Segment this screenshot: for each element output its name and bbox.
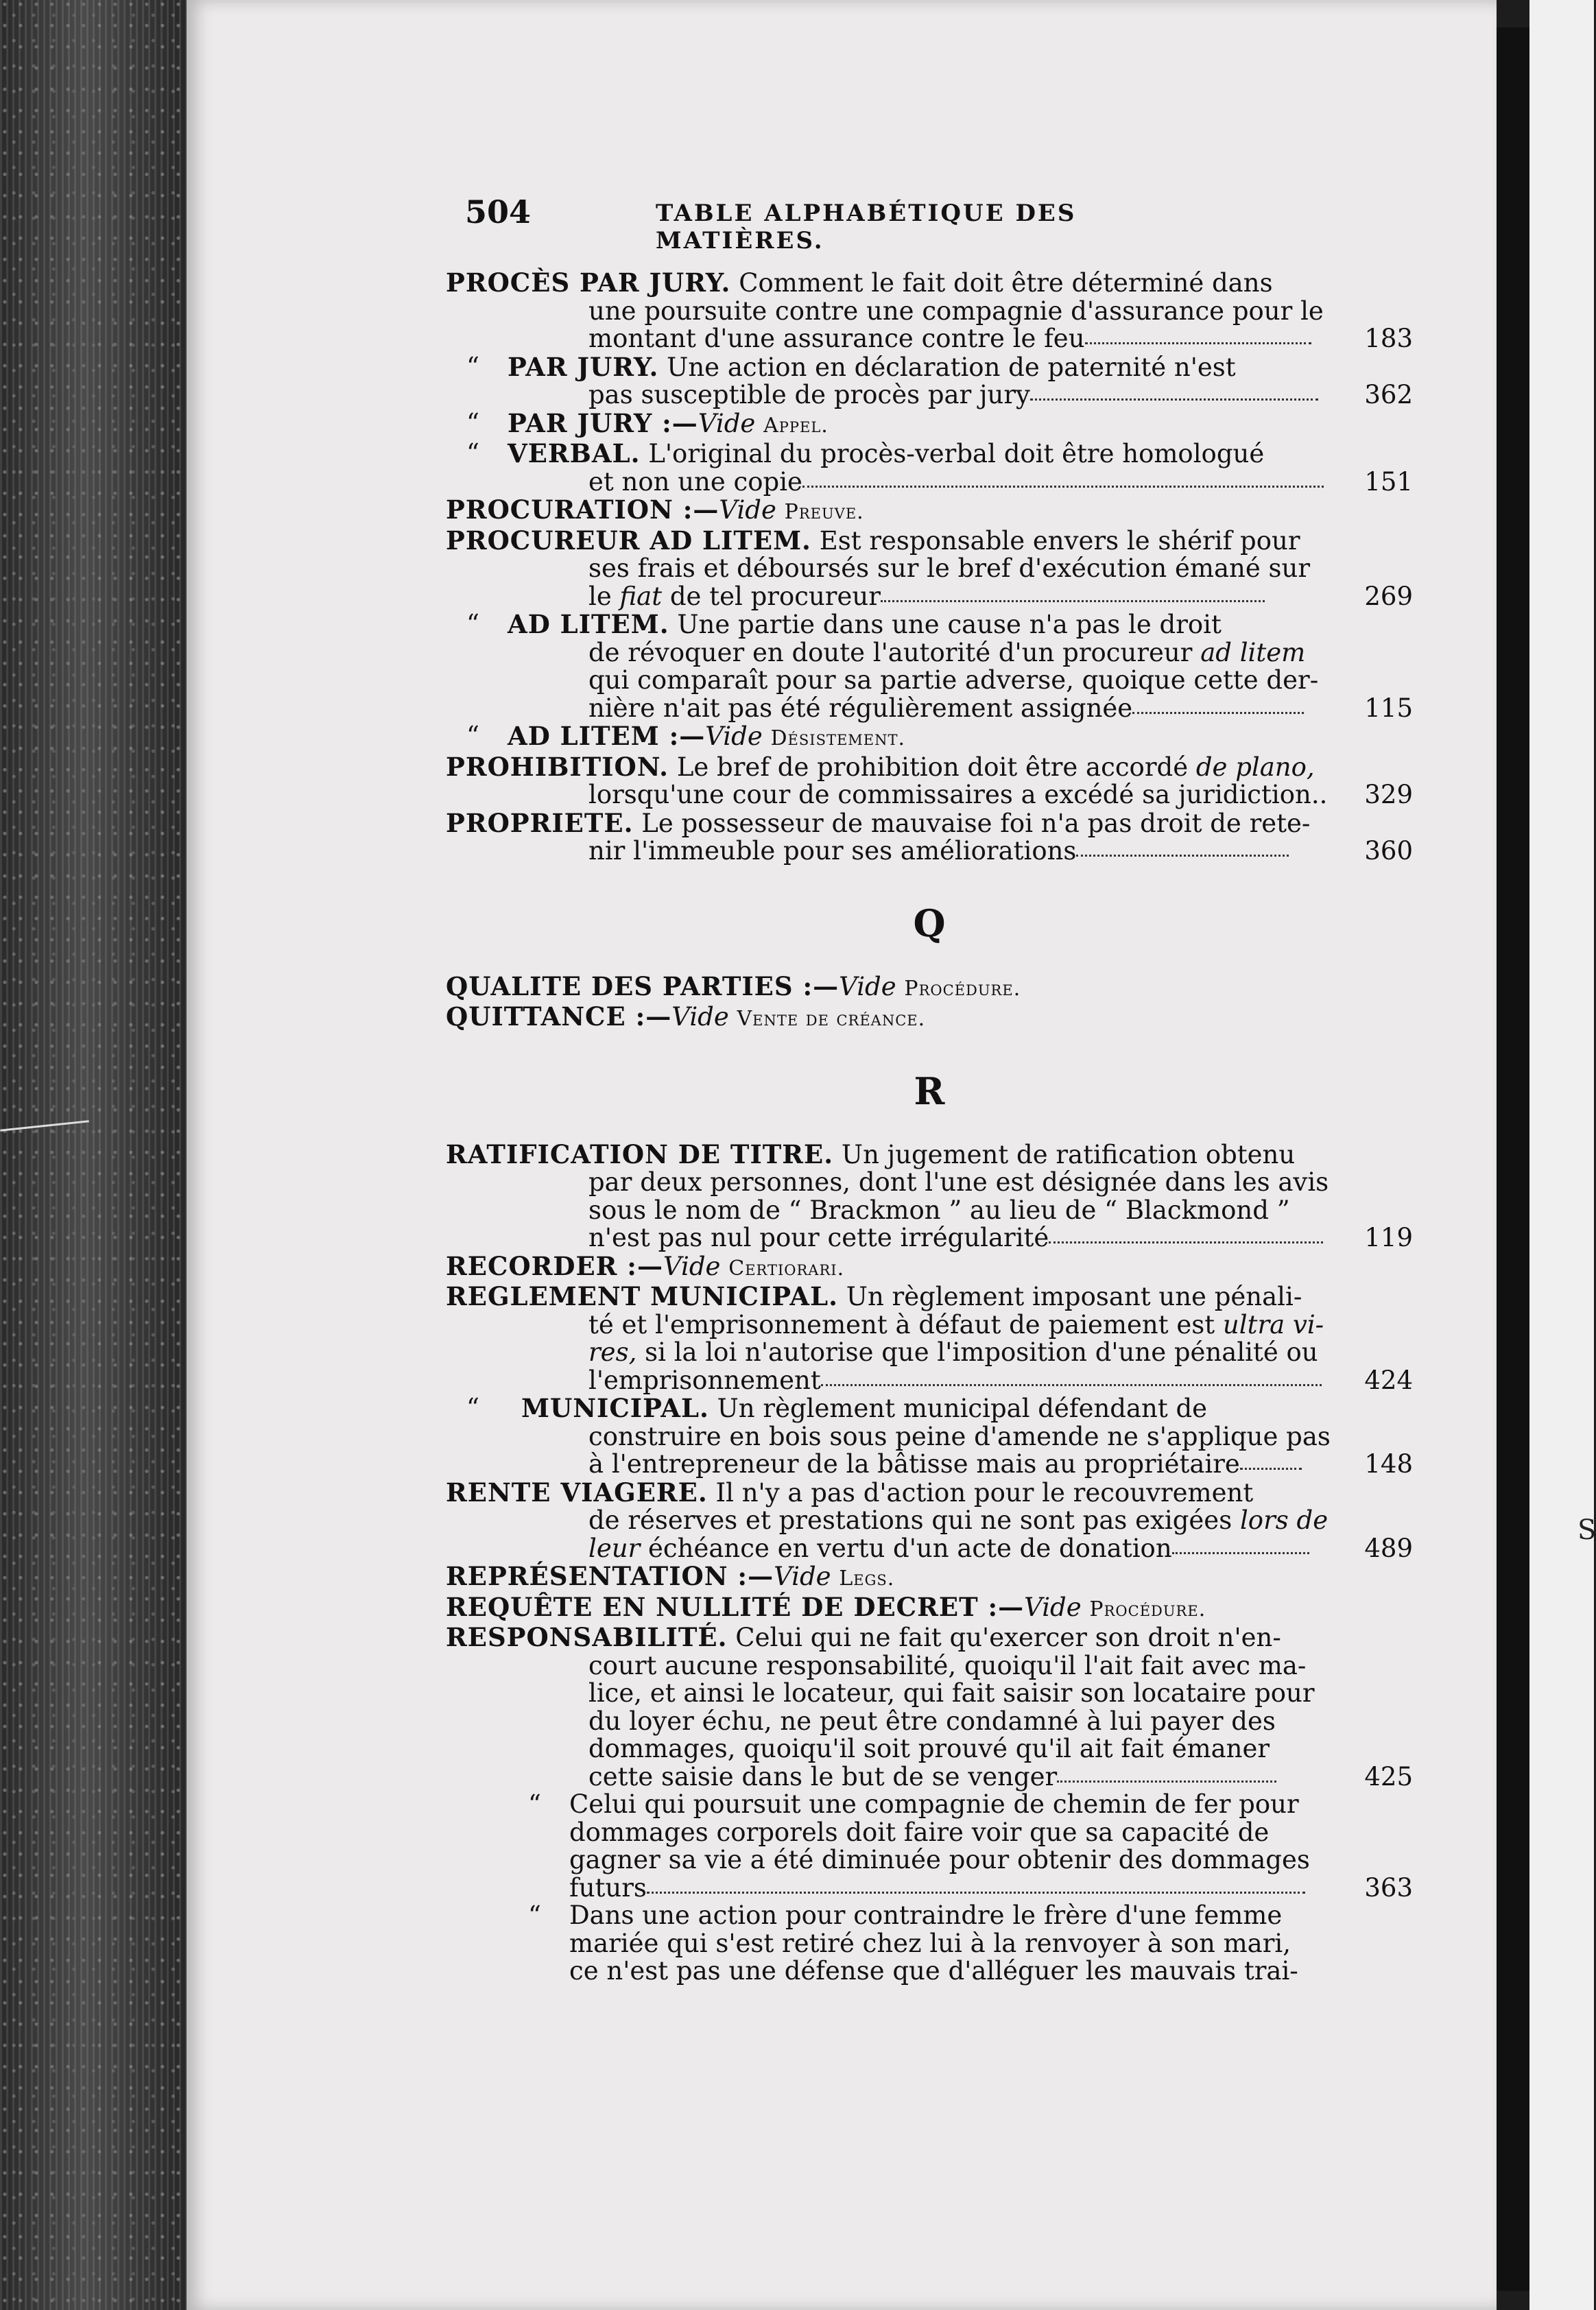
entry-text: gagner sa vie a été diminuée pour obtenir des dommages bbox=[569, 1845, 1310, 1874]
page-ref: 269 bbox=[1364, 581, 1413, 611]
entry-heading: PAR JURY :— bbox=[508, 407, 698, 438]
entry-text: ses frais et déboursés sur le bref d'exécution émané sur bbox=[588, 553, 1311, 583]
cross-ref: Preuve. bbox=[784, 500, 864, 524]
index-entry bbox=[446, 1141, 1413, 1252]
entry-text: Un règlement imposant une pénali- bbox=[846, 1282, 1302, 1311]
entry-text: Le possesseur de mauvaise foi n'a pas droit de rete- bbox=[641, 808, 1311, 838]
page-number: 504 bbox=[465, 193, 532, 230]
index-entry bbox=[446, 1252, 1413, 1283]
page-ref: 362 bbox=[1364, 380, 1413, 409]
page-ref: 148 bbox=[1364, 1449, 1413, 1479]
next-page-glyph: S bbox=[1577, 1514, 1596, 1546]
entry-text: l'emprisonnement bbox=[588, 1365, 821, 1395]
page-ref: 489 bbox=[1364, 1533, 1413, 1563]
page-ref: 360 bbox=[1364, 836, 1413, 866]
entry-text-italic: lors de bbox=[1239, 1505, 1329, 1535]
cross-ref: Certiorari. bbox=[728, 1256, 845, 1281]
running-head: TABLE ALPHABÉTIQUE DES MATIÈRES. bbox=[656, 200, 1077, 254]
index-entry bbox=[446, 1003, 1413, 1034]
vide-label: Vide bbox=[663, 1251, 721, 1281]
entry-heading: PROHIBITION. bbox=[446, 751, 669, 782]
index-entry bbox=[446, 353, 1413, 409]
vide-label: Vide bbox=[839, 971, 896, 1001]
entry-heading: PROCUREUR AD LITEM. bbox=[446, 525, 811, 556]
page-ref: 119 bbox=[1364, 1223, 1413, 1252]
entry-text-italic: fiat bbox=[619, 581, 663, 611]
index-entry bbox=[446, 496, 1413, 527]
entry-heading: REQUÊTE EN NULLITÉ DE DECRET :— bbox=[446, 1591, 1025, 1622]
page-ref: 329 bbox=[1364, 780, 1413, 809]
entry-text: échéance en vertu d'un acte de donation bbox=[648, 1533, 1172, 1563]
dot-leader bbox=[647, 1892, 1305, 1894]
page-ref: 151 bbox=[1364, 466, 1413, 497]
entry-heading: RECORDER :— bbox=[446, 1250, 663, 1281]
dot-leader bbox=[1172, 1552, 1309, 1554]
entry-heading: PROPRIETE. bbox=[446, 807, 634, 838]
index-entry bbox=[446, 722, 1413, 753]
entry-text: à l'entrepreneur de la bâtisse mais au propriétaire bbox=[588, 1449, 1240, 1479]
entry-text: dommages corporels doit faire voir que sa capacité de bbox=[569, 1817, 1270, 1847]
entry-text: et non une copie bbox=[588, 466, 802, 497]
entry-text: Un règlement municipal défendant de bbox=[717, 1394, 1208, 1423]
entry-text: sous le nom de “ Brackmon ” au lieu de “ Blackmond ” bbox=[588, 1195, 1290, 1225]
entry-text: pas susceptible de procès par jury bbox=[588, 380, 1030, 409]
page-header bbox=[465, 193, 1235, 254]
entry-text: dommages, quoiqu'il soit prouvé qu'il ait fait émaner bbox=[588, 1734, 1270, 1763]
dot-leader bbox=[1049, 1241, 1323, 1243]
entry-text: de réserves et prestations qui ne sont pas exigées bbox=[588, 1505, 1232, 1535]
dot-leader bbox=[1076, 855, 1289, 857]
cross-ref: Vente de créance. bbox=[737, 1007, 926, 1031]
ditto-mark: “ bbox=[466, 407, 479, 438]
entry-text: Une partie dans une cause n'a pas le droit bbox=[677, 610, 1222, 639]
entry-heading: RATIFICATION DE TITRE. bbox=[446, 1139, 834, 1169]
entry-heading: REPRÉSENTATION :— bbox=[446, 1561, 774, 1591]
index-entry bbox=[446, 269, 1413, 353]
entry-text: Le bref de prohibition doit être accordé bbox=[676, 752, 1189, 782]
vide-label: Vide bbox=[1024, 1592, 1082, 1622]
entry-heading: RESPONSABILITÉ. bbox=[446, 1622, 728, 1652]
page-ref: 425 bbox=[1364, 1761, 1413, 1791]
ditto-mark: “ bbox=[528, 1789, 541, 1819]
index-entry bbox=[446, 1593, 1413, 1624]
dot-leader bbox=[1240, 1468, 1302, 1470]
ditto-mark: “ bbox=[466, 1393, 479, 1422]
next-page-edge bbox=[1529, 0, 1594, 2310]
entry-text: de révoquer en doute l'autorité d'un procureur bbox=[588, 637, 1193, 667]
entry-text: L'original du procès-verbal doit être homologué bbox=[648, 439, 1265, 468]
entry-heading: VERBAL. bbox=[508, 438, 641, 468]
entry-heading: AD LITEM. bbox=[508, 609, 669, 639]
gutter-shadow bbox=[1497, 27, 1529, 2291]
entry-text: Celui qui ne fait qu'exercer son droit n'en- bbox=[735, 1623, 1281, 1652]
dot-leader bbox=[1132, 712, 1304, 714]
cross-ref: Legs. bbox=[839, 1567, 895, 1591]
page-ref: 115 bbox=[1364, 693, 1413, 723]
entry-heading: RENTE VIAGERE. bbox=[446, 1477, 708, 1508]
ditto-mark: “ bbox=[466, 721, 479, 750]
entry-text: Celui qui poursuit une compagnie de chemin de fer pour bbox=[569, 1789, 1299, 1819]
cross-ref: Procédure. bbox=[1089, 1597, 1206, 1621]
entry-text: cette saisie dans le but de se venger bbox=[588, 1761, 1058, 1791]
vide-label: Vide bbox=[719, 495, 776, 525]
entry-text: par deux personnes, dont l'une est désignée dans les avis bbox=[588, 1167, 1329, 1197]
vide-label: Vide bbox=[705, 722, 763, 751]
index-entry bbox=[446, 1791, 1413, 1902]
dot-leader bbox=[881, 600, 1265, 602]
page-ref: 363 bbox=[1364, 1872, 1413, 1903]
dot-leader bbox=[802, 486, 1324, 488]
entry-text: du loyer échu, ne peut être condamné à lui payer des bbox=[588, 1706, 1276, 1736]
index-entry bbox=[446, 440, 1413, 496]
index-entry bbox=[446, 809, 1413, 866]
entry-text-italic: res, bbox=[588, 1337, 637, 1367]
entry-text: Est responsable envers le shérif pour bbox=[819, 525, 1300, 556]
entry-text: lice, et ainsi le locateur, qui fait saisir son locataire pour bbox=[588, 1678, 1315, 1708]
entry-text: n'est pas nul pour cette irrégularité bbox=[588, 1223, 1049, 1252]
vide-label: Vide bbox=[671, 1002, 729, 1032]
entry-heading: QUALITE DES PARTIES :— bbox=[446, 971, 839, 1001]
entry-heading: PAR JURY. bbox=[508, 351, 659, 382]
section-letter: R bbox=[914, 1069, 945, 1113]
entry-heading: PROCÈS PAR JURY. bbox=[446, 267, 731, 298]
page-ref: 424 bbox=[1364, 1365, 1413, 1395]
cross-ref: Appel. bbox=[763, 413, 829, 438]
book-spine bbox=[0, 0, 187, 2310]
index-entry bbox=[446, 1479, 1413, 1563]
entry-text-italic: ad litem bbox=[1200, 637, 1306, 667]
entry-heading: AD LITEM :— bbox=[508, 721, 706, 751]
entry-heading: QUITTANCE :— bbox=[446, 1001, 672, 1032]
entry-text: qui comparaît pour sa partie adverse, quoique cette der- bbox=[588, 665, 1319, 695]
entry-text: montant d'une assurance contre le feu bbox=[588, 324, 1085, 353]
entry-text-italic: de plano, bbox=[1195, 752, 1315, 782]
cross-ref: Désistement. bbox=[770, 726, 906, 750]
dot-leader bbox=[1085, 342, 1311, 344]
index-entry bbox=[446, 409, 1413, 440]
cross-ref: Procédure. bbox=[904, 976, 1021, 1001]
entry-text: une poursuite contre une compagnie d'assurance pour le bbox=[588, 296, 1324, 326]
entry-text: Une action en déclaration de paternité n'est bbox=[667, 352, 1236, 382]
ditto-mark: “ bbox=[466, 351, 479, 381]
ditto-mark: “ bbox=[466, 438, 479, 468]
vide-label: Vide bbox=[698, 408, 756, 438]
dot-leader bbox=[1030, 398, 1318, 401]
entry-text: té et l'emprisonnement à défaut de paiement est bbox=[588, 1309, 1215, 1339]
entry-heading: PROCURATION :— bbox=[446, 495, 719, 525]
dot-leader bbox=[821, 1384, 1322, 1386]
entry-text: nir l'immeuble pour ses améliorations bbox=[588, 836, 1077, 866]
section-letter: Q bbox=[913, 901, 946, 945]
entry-text: Un jugement de ratification obtenu bbox=[841, 1139, 1296, 1169]
entry-text: lorsqu'une cour de commissaires a excédé sa juridiction.. bbox=[588, 780, 1328, 809]
index-entry bbox=[446, 1394, 1413, 1479]
entry-text: mariée qui s'est retiré chez lui à la renvoyer à son mari, bbox=[569, 1928, 1291, 1958]
index-entry bbox=[446, 753, 1413, 809]
vide-label: Vide bbox=[774, 1562, 831, 1591]
entry-text: le bbox=[588, 581, 612, 611]
page-ref: 183 bbox=[1364, 324, 1413, 353]
entry-heading: MUNICIPAL. bbox=[521, 1393, 709, 1423]
entry-text: nière n'ait pas été régulièrement assignée bbox=[588, 693, 1133, 723]
index-entry bbox=[446, 527, 1413, 611]
entry-text: si la loi n'autorise que l'imposition d'une pénalité ou bbox=[645, 1337, 1318, 1367]
entry-heading: REGLEMENT MUNICIPAL. bbox=[446, 1281, 839, 1311]
index-content bbox=[446, 269, 1413, 1986]
ditto-mark: “ bbox=[466, 609, 479, 639]
index-entry bbox=[446, 973, 1413, 1003]
entry-text: court aucune responsabilité, quoiqu'il l'ait fait avec ma- bbox=[588, 1650, 1307, 1680]
entry-text: Il n'y a pas d'action pour le recouvrement bbox=[715, 1477, 1254, 1508]
entry-text-italic: leur bbox=[588, 1533, 641, 1563]
index-entry bbox=[446, 1623, 1413, 1791]
entry-text: Comment le fait doit être déterminé dans bbox=[739, 268, 1273, 298]
entry-text: construire en bois sous peine d'amende ne s'applique pas bbox=[588, 1421, 1331, 1451]
entry-text: de tel procureur bbox=[669, 581, 881, 611]
index-entry bbox=[446, 1283, 1413, 1394]
index-entry bbox=[446, 1902, 1413, 1986]
entry-text: futurs bbox=[569, 1872, 647, 1903]
index-entry bbox=[446, 1562, 1413, 1593]
index-entry bbox=[446, 610, 1413, 722]
entry-text: ce n'est pas une défense que d'alléguer les mauvais trai- bbox=[569, 1956, 1298, 1986]
ditto-mark: “ bbox=[528, 1901, 541, 1930]
entry-text: Dans une action pour contraindre le frère d'une femme bbox=[569, 1901, 1283, 1930]
dot-leader bbox=[1057, 1781, 1276, 1783]
entry-text-italic: ultra vi- bbox=[1222, 1309, 1324, 1339]
